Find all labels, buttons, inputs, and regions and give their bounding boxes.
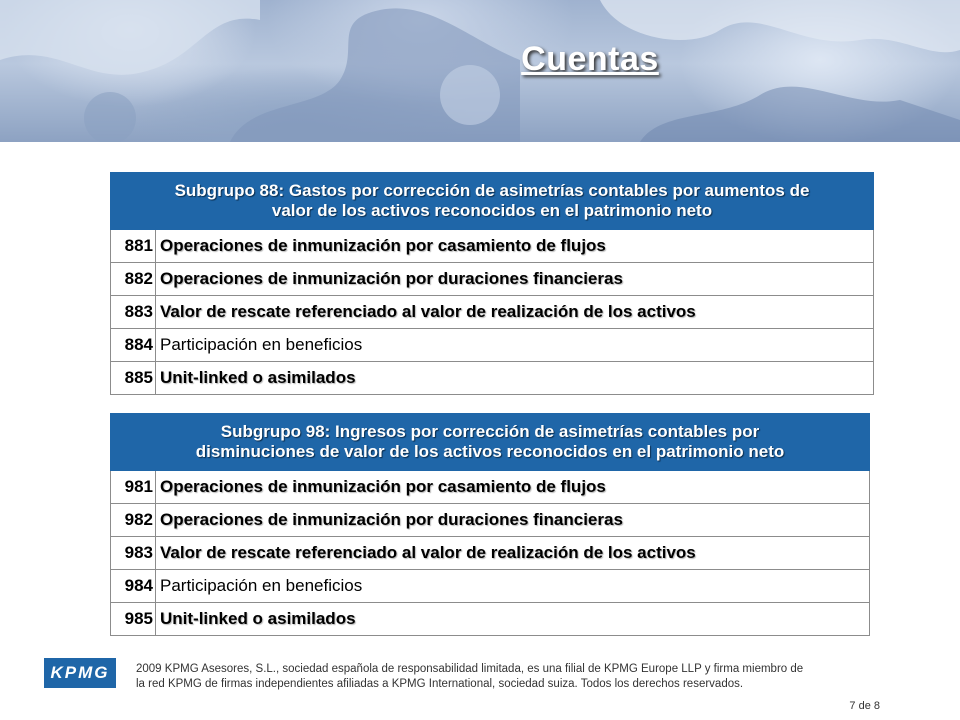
- header-line: valor de los activos reconocidos en el patrimonio neto: [271, 201, 713, 220]
- account-description: Operaciones de inmunización por casamiento de flujos: [156, 230, 874, 263]
- account-description: Operaciones de inmunización por duraciones financieras: [156, 504, 870, 537]
- kpmg-logo: KPMG: [44, 658, 116, 688]
- table-row: [111, 296, 874, 329]
- account-code: 881: [111, 230, 156, 263]
- table-header-row: [111, 173, 874, 230]
- account-description: Unit-linked o asimilados: [156, 362, 874, 395]
- subgroup-88-table: [110, 172, 874, 395]
- copyright-notice: [136, 662, 926, 692]
- account-code: 984: [111, 570, 156, 603]
- account-code: 985: [111, 603, 156, 636]
- copyright-line: 2009 KPMG Asesores, S.L., sociedad española de responsabilidad limitada, es una filial de KPMG Europe LLP y firma miembro de: [136, 663, 804, 675]
- header-line: disminuciones de valor de los activos reconocidos en el patrimonio neto: [195, 442, 785, 461]
- table-row: [111, 570, 870, 603]
- account-code: 884: [111, 329, 156, 362]
- account-description: Participación en beneficios: [156, 570, 870, 603]
- copyright-line: la red KPMG de firmas independientes afiliadas a KPMG International, sociedad suiza. Todos los derechos reservados.: [136, 678, 744, 690]
- account-description: Operaciones de inmunización por duraciones financieras: [156, 263, 874, 296]
- puzzle-banner: [0, 0, 960, 142]
- table-row: [111, 504, 870, 537]
- header-line: Subgrupo 98: Ingresos por corrección de asimetrías contables por: [220, 422, 760, 441]
- account-description: Unit-linked o asimilados: [156, 603, 870, 636]
- account-code: 882: [111, 263, 156, 296]
- account-description: Valor de rescate referenciado al valor de realización de los activos: [156, 296, 874, 329]
- page-number: 7 de 8: [849, 700, 880, 712]
- table-row: [111, 471, 870, 504]
- table-header-row: [111, 414, 870, 471]
- account-code: 983: [111, 537, 156, 570]
- table-row: [111, 537, 870, 570]
- account-code: 885: [111, 362, 156, 395]
- account-code: 981: [111, 471, 156, 504]
- table-header: [111, 414, 870, 471]
- account-description: Participación en beneficios: [156, 329, 874, 362]
- account-code: 982: [111, 504, 156, 537]
- account-description: Valor de rescate referenciado al valor de realización de los activos: [156, 537, 870, 570]
- table-row: [111, 263, 874, 296]
- page-title: Cuentas: [521, 40, 659, 78]
- table-row: [111, 362, 874, 395]
- account-description: Operaciones de inmunización por casamiento de flujos: [156, 471, 870, 504]
- header-line: Subgrupo 88: Gastos por corrección de asimetrías contables por aumentos de: [174, 181, 810, 200]
- table-row: [111, 329, 874, 362]
- subgroup-98-table: [110, 413, 870, 636]
- account-code: 883: [111, 296, 156, 329]
- table-row: [111, 230, 874, 263]
- table-row: [111, 603, 870, 636]
- table-header: [111, 173, 874, 230]
